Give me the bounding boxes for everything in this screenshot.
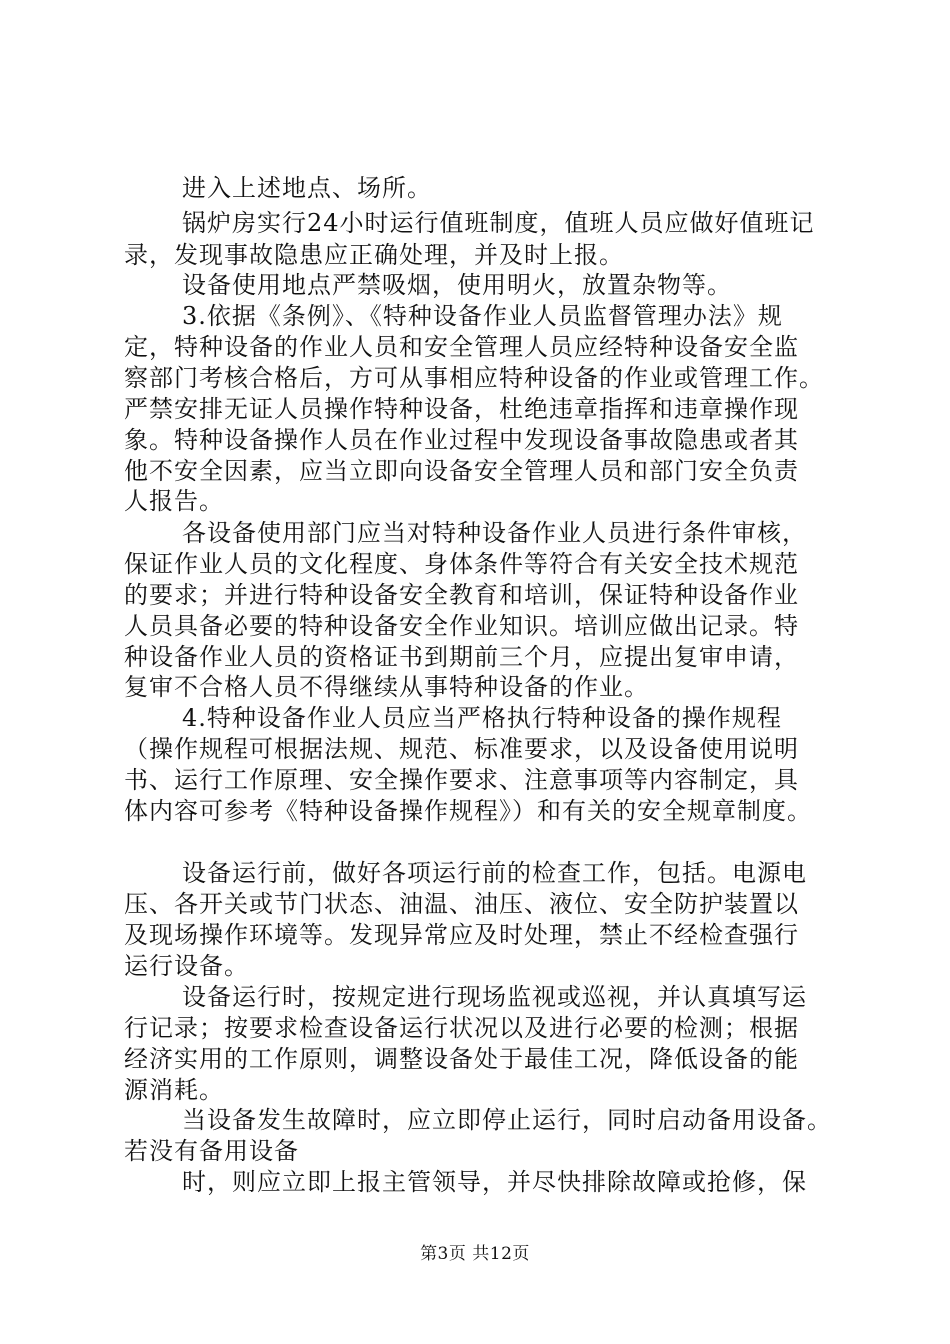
paragraph-line: 行记录；按要求检查设备运行状况以及进行必要的检测；根据 (124, 1014, 799, 1042)
paragraph-line: 复审不合格人员不得继续从事特种设备的作业。 (124, 673, 649, 701)
paragraph-line: 压、各开关或节门状态、油温、油压、液位、安全防护装置以 (124, 890, 799, 918)
paragraph-line: 源消耗。 (124, 1076, 224, 1104)
paragraph-line: 时，则应立即上报主管领导，并尽快排除故障或抢修，保 (182, 1168, 807, 1196)
paragraph-line: 设备使用地点严禁吸烟，使用明火，放置杂物等。 (182, 271, 732, 299)
paragraph-line: 及现场操作环境等。发现异常应及时处理，禁止不经检查强行 (124, 921, 799, 949)
paragraph-line: 人报告。 (124, 487, 224, 515)
paragraph-line: 各设备使用部门应当对特种设备作业人员进行条件审核， (182, 519, 807, 547)
paragraph-line: 录，发现事故隐患应正确处理，并及时上报。 (124, 241, 624, 269)
paragraph-line: 运行设备。 (124, 952, 249, 980)
paragraph-line: 人员具备必要的特种设备安全作业知识。培训应做出记录。特 (124, 612, 799, 640)
paragraph-line: 3.依据《条例》、《特种设备作业人员监督管理办法》规 (182, 302, 783, 330)
paragraph-line: 的要求；并进行特种设备安全教育和培训，保证特种设备作业 (124, 581, 799, 609)
paragraph-line: 设备运行前，做好各项运行前的检查工作，包括。电源电 (182, 859, 807, 887)
paragraph-line: 严禁安排无证人员操作特种设备，杜绝违章指挥和违章操作现 (124, 395, 799, 423)
paragraph-line: 4.特种设备作业人员应当严格执行特种设备的操作规程 (182, 704, 782, 732)
paragraph-line: 体内容可参考《特种设备操作规程》）和有关的安全规章制度。 (124, 797, 812, 825)
paragraph-line: 他不安全因素，应当立即向设备安全管理人员和部门安全负责 (124, 457, 799, 485)
paragraph-line: 进入上述地点、场所。 (182, 174, 432, 202)
paragraph-line: 种设备作业人员的资格证书到期前三个月，应提出复审申请， (124, 643, 799, 671)
paragraph-line: 当设备发生故障时，应立即停止运行，同时启动备用设备。 (182, 1106, 832, 1134)
paragraph-line: 象。特种设备操作人员在作业过程中发现设备事故隐患或者其 (124, 426, 799, 454)
page-number-footer: 第3页 共12页 (420, 1244, 530, 1264)
paragraph-line: 若没有备用设备 (124, 1137, 299, 1165)
paragraph-line: 锅炉房实行24小时运行值班制度，值班人员应做好值班记 (182, 209, 815, 237)
paragraph-line: 经济实用的工作原则，调整设备处于最佳工况，降低设备的能 (124, 1045, 799, 1073)
paragraph-line: 书、运行工作原理、安全操作要求、注意事项等内容制定，具 (124, 766, 799, 794)
paragraph-line: 保证作业人员的文化程度、身体条件等符合有关安全技术规范 (124, 550, 799, 578)
paragraph-line: （操作规程可根据法规、规范、标准要求，以及设备使用说明 (124, 735, 799, 763)
paragraph-line: 设备运行时，按规定进行现场监视或巡视，并认真填写运 (182, 983, 807, 1011)
paragraph-line: 定，特种设备的作业人员和安全管理人员应经特种设备安全监 (124, 333, 799, 361)
paragraph-line: 察部门考核合格后，方可从事相应特种设备的作业或管理工作。 (124, 364, 824, 392)
